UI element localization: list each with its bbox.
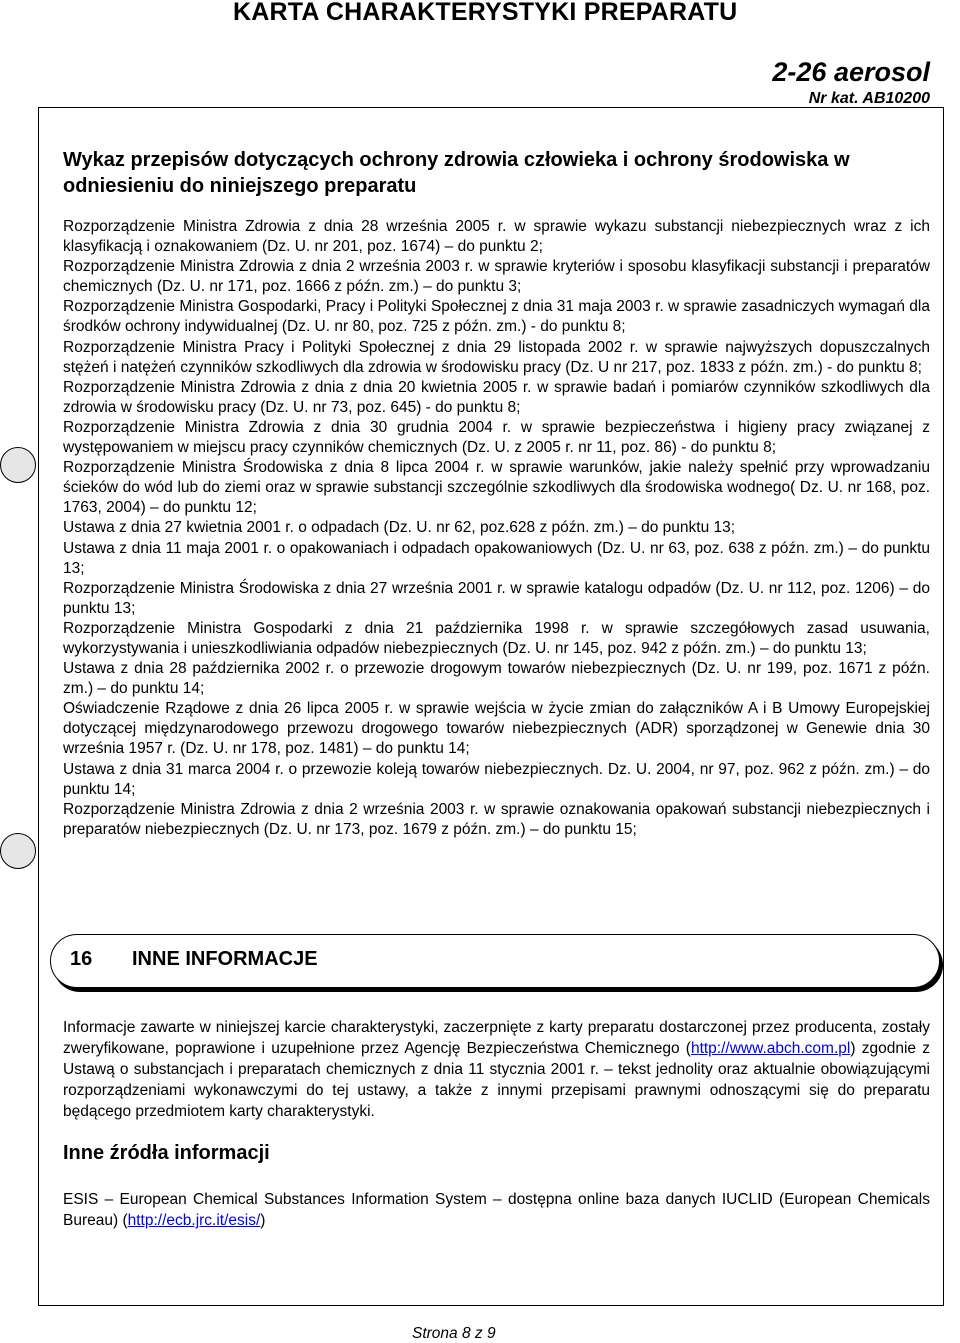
regulation-item: Rozporządzenie Ministra Gospodarki z dnia 21 października 1998 r. w sprawie szczegółowych zasad usuwania, wykorzystywania i unieszkodliwiania odpadów niebezpiecznych (Dz. U. nr 145, poz. 942 z późn. zm.) – do punktu 13; bbox=[63, 619, 930, 657]
section-number: 16 bbox=[70, 948, 93, 970]
regulations-list bbox=[63, 217, 930, 840]
regulation-item: Rozporządzenie Ministra Zdrowia z dnia 30 grudnia 2004 r. w sprawie bezpieczeństwa i higieny pracy związanej z występowaniem w miejscu pracy czynników chemicznych (Dz. U. z 2005 r. nr 11, poz. 86) - do punktu 8; bbox=[63, 418, 930, 457]
regulation-item: Ustawa z dnia 27 kwietnia 2001 r. o odpadach (Dz. U. nr 62, poz.628 z późn. zm.) – do punktu 13; bbox=[63, 519, 736, 537]
sources-paragraph bbox=[63, 1189, 930, 1231]
regulation-item: Rozporządzenie Ministra Zdrowia z dnia z dnia 20 kwietnia 2005 r. w sprawie badań i pomiarów czynników szkodliwych dla zdrowia w środowisku pracy (Dz. U. nr 73, poz. 645) - do punktu 8; bbox=[63, 378, 930, 416]
regulation-item: Rozporządzenie Ministra Środowiska z dnia 8 lipca 2004 r. w sprawie warunków, jakie należy spełnić przy wprowadzaniu ścieków do wód lub do ziemi oraz w sprawie substancji szczególnie szkodliwych dla środowiska wodnego( Dz. U. nr 168, poz. 1763, 2004) – do punktu 12; bbox=[63, 459, 930, 517]
catalog-number: Nr kat. AB10200 bbox=[808, 90, 930, 107]
sources-heading: Inne źródła informacji bbox=[63, 1142, 270, 1164]
binder-hole-top bbox=[0, 447, 36, 483]
info-text: ) zgodnie z Ustawą o substancjach i preparatach chemicznych z dnia 11 stycznia 2001 r. – tekst jednolity oraz aktualnie obowiązującymi rozporządzeniami wykonawczymi do tej ustawy, a także z innymi przepisami prawnymi odnoszącymi się do preparatu będącego przedmiotem karty charakterystyki. bbox=[63, 1040, 930, 1120]
info-text: Informacje zawarte w niniejszej karcie charakterystyki, zaczerpnięte z karty preparatu dostarczonej przez producenta, zostały zweryfikowane, poprawione i uzupełnione przez Agencję Bezpieczeństwa Chemicznego ( bbox=[63, 1019, 930, 1057]
regulation-item: Ustawa z dnia 31 marca 2004 r. o przewozie koleją towarów niebezpiecznych. Dz. U. 2004, nr 97, poz. 962 z późn. zm.) – do punktu 14; bbox=[63, 760, 930, 798]
product-name: 2-26 aerosol bbox=[772, 57, 930, 87]
sources-text: ) bbox=[260, 1212, 266, 1229]
regulation-item: Rozporządzenie Ministra Zdrowia z dnia 2 września 2003 r. w sprawie kryteriów i sposobu klasyfikacji substancji i preparatów chemicznych (Dz. U. nr 171, poz. 1666 z późn. zm.) – do punktu 3; bbox=[63, 258, 930, 296]
regulation-item: Oświadczenie Rządowe z dnia 26 lipca 2005 r. w sprawie wejścia w życie zmian do załączników A i B Umowy Europejskiej dotyczącej międzynarodowego przewozu drogowego towarów niebezpiecznych (ADR) sporządzonej w Genewie dnia 30 września 1957 r. (Dz. U. nr 178, poz. 1481) – do punktu 14; bbox=[63, 700, 930, 758]
regulation-item: Rozporządzenie Ministra Zdrowia z dnia 2 września 2003 r. w sprawie oznakowania opakowań substancji niebezpiecznych i preparatów niebezpiecznych (Dz. U. nr 173, poz. 1679 z późn. zm.) – do punktu 15; bbox=[63, 800, 930, 838]
regulation-item: Rozporządzenie Ministra Pracy i Polityki Społecznej z dnia 29 listopada 2002 r. w sprawie najwyższych dopuszczalnych stężeń i natężeń czynników szkodliwych dla zdrowia w środowisku pracy (Dz. U nr 217, poz. 1833 z późn. zm.) - do punktu 8; bbox=[63, 338, 930, 376]
regulation-item: Rozporządzenie Ministra Zdrowia z dnia 28 września 2005 r. w sprawie wykazu substancji niebezpiecznych wraz z ich klasyfikacją i oznakowaniem (Dz. U. nr 201, poz. 1674) – do punktu 2; bbox=[63, 218, 930, 256]
regulations-heading: Wykaz przepisów dotyczących ochrony zdrowia człowieka i ochrony środowiska w odniesieniu do niniejszego preparatu bbox=[63, 149, 850, 197]
sources-text: ESIS – European Chemical Substances Information System – dostępna online baza danych IUCLID (European Chemicals Bureau) ( bbox=[63, 1191, 930, 1229]
document-title: KARTA CHARAKTERYSTYKI PREPARATU bbox=[233, 0, 738, 26]
section-16-header bbox=[50, 934, 940, 988]
abch-link[interactable]: http://www.abch.com.pl bbox=[690, 1040, 851, 1057]
regulation-item: Rozporządzenie Ministra Środowiska z dnia 27 września 2001 r. w sprawie katalogu odpadów (Dz. U. nr 112, poz. 1206) – do punktu 13; bbox=[63, 579, 930, 617]
regulation-item: Ustawa z dnia 11 maja 2001 r. o opakowaniach i odpadach opakowaniowych (Dz. U. nr 63, poz. 638 z późn. zm.) – do punktu 13; bbox=[63, 539, 930, 577]
page-number: Strona 8 z 9 bbox=[412, 1325, 496, 1342]
other-information-paragraph bbox=[63, 1017, 930, 1122]
regulation-item: Ustawa z dnia 28 października 2002 r. o przewozie drogowym towarów niebezpiecznych (Dz. U. nr 199, poz. 1671 z późn. zm.) – do punktu 14; bbox=[63, 660, 930, 698]
section-title: INNE INFORMACJE bbox=[132, 948, 318, 970]
esis-link[interactable]: http://ecb.jrc.it/esis/ bbox=[127, 1212, 261, 1229]
binder-hole-bottom bbox=[0, 833, 36, 869]
regulation-item: Rozporządzenie Ministra Gospodarki, Pracy i Polityki Społecznej z dnia 31 maja 2003 r. w sprawie zasadniczych wymagań dla środków ochrony indywidualnej (Dz. U. nr 80, poz. 725 z późn. zm.) - do punktu 8; bbox=[63, 298, 930, 336]
